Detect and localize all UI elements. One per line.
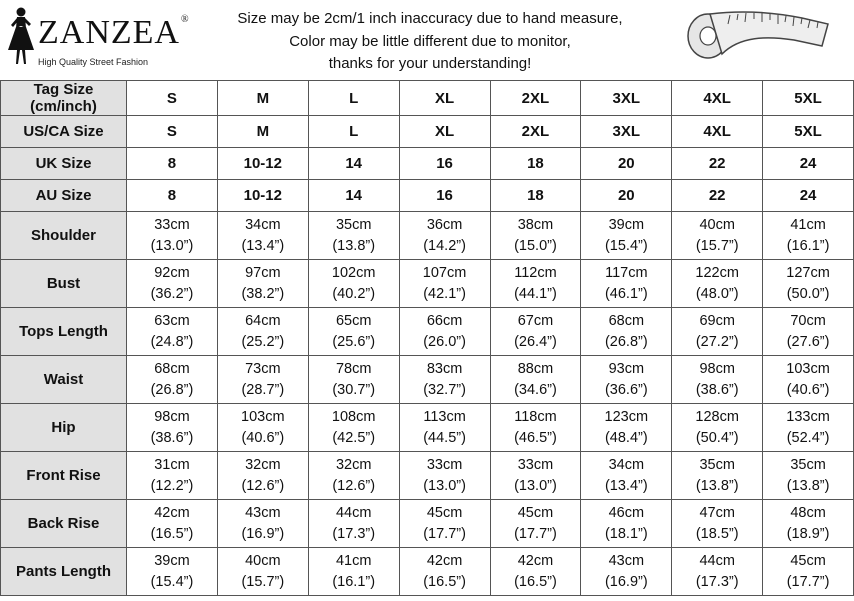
row-label bbox=[1, 148, 127, 180]
inch-value: (44.5”) bbox=[423, 429, 466, 446]
measurement-cell bbox=[399, 404, 490, 452]
row-label: Tops Length bbox=[1, 308, 127, 356]
measurement-cell bbox=[672, 212, 763, 260]
cm-value: 45cm bbox=[426, 504, 463, 521]
measurement-row bbox=[1, 548, 854, 596]
cm-value: 42cm bbox=[154, 504, 190, 521]
inch-value: (42.1”) bbox=[423, 285, 466, 302]
size-cell: 2XL bbox=[490, 116, 581, 148]
inch-value: (13.4”) bbox=[604, 477, 648, 494]
measurement-row bbox=[1, 212, 854, 260]
measurement-cell bbox=[581, 212, 672, 260]
size-cell: 14 bbox=[308, 180, 399, 212]
row-label: Hip bbox=[1, 404, 127, 452]
cm-value: 33cm bbox=[154, 216, 190, 233]
cm-value: 133cm bbox=[786, 408, 830, 425]
inch-value: (25.2”) bbox=[241, 333, 285, 350]
inch-value: (16.5”) bbox=[514, 573, 557, 590]
measurement-cell bbox=[399, 548, 490, 596]
size-cell: 10-12 bbox=[217, 148, 308, 180]
inch-value: (13.4”) bbox=[241, 237, 285, 254]
notice-line: thanks for your understanding! bbox=[328, 55, 532, 72]
cm-value: 123cm bbox=[604, 408, 649, 425]
inch-value: (15.7”) bbox=[695, 237, 739, 254]
row-label bbox=[1, 180, 127, 212]
inch-value: (13.8”) bbox=[332, 237, 376, 254]
measurement-row bbox=[1, 404, 854, 452]
cm-value: 69cm bbox=[699, 312, 735, 329]
row-label: Front Rise bbox=[1, 452, 127, 500]
inch-value: (13.0”) bbox=[514, 477, 557, 494]
inch-value: (48.4”) bbox=[604, 429, 648, 446]
measurement-cell bbox=[308, 356, 399, 404]
measurement-cell bbox=[308, 404, 399, 452]
size-cell: 3XL bbox=[581, 81, 672, 116]
measurement-cell bbox=[217, 356, 308, 404]
size-cell: 8 bbox=[127, 148, 218, 180]
measurement-cell bbox=[217, 212, 308, 260]
measurement-cell bbox=[581, 308, 672, 356]
cm-value: 102cm bbox=[331, 264, 376, 281]
inch-value: (40.6”) bbox=[241, 429, 285, 446]
measurement-cell bbox=[763, 212, 854, 260]
brand-name: ZANZEA® bbox=[38, 14, 190, 51]
size-cell: 18 bbox=[490, 148, 581, 180]
cm-value: 41cm bbox=[335, 552, 372, 569]
row-label: Pants Length bbox=[1, 548, 127, 596]
brand-tagline: High Quality Street Fashion bbox=[38, 57, 149, 67]
inch-value: (18.1”) bbox=[604, 525, 648, 542]
header bbox=[0, 0, 854, 80]
cm-value: 35cm bbox=[699, 456, 735, 473]
measurement-cell bbox=[399, 308, 490, 356]
cm-value: 98cm bbox=[699, 360, 735, 377]
inch-value: (46.1”) bbox=[604, 285, 648, 302]
measurement-cell bbox=[127, 260, 218, 308]
cm-value: 32cm bbox=[245, 456, 281, 473]
notice-line: Color may be little different due to monitor, bbox=[289, 32, 571, 50]
cm-value: 47cm bbox=[699, 504, 735, 521]
row-label: Waist bbox=[1, 356, 127, 404]
size-cell: XL bbox=[399, 81, 490, 116]
size-cell: 18 bbox=[490, 180, 581, 212]
size-cell: 14 bbox=[308, 148, 399, 180]
measurement-cell bbox=[490, 308, 581, 356]
size-row bbox=[1, 116, 854, 148]
size-cell: 2XL bbox=[490, 81, 581, 116]
size-cell: 24 bbox=[763, 148, 854, 180]
size-cell: 4XL bbox=[672, 116, 763, 148]
size-cell: 5XL bbox=[763, 116, 854, 148]
cm-value: 66cm bbox=[426, 312, 463, 329]
cm-value: 35cm bbox=[335, 216, 372, 233]
inch-value: (14.2”) bbox=[423, 237, 466, 254]
measurement-cell bbox=[672, 308, 763, 356]
inch-value: (13.0”) bbox=[150, 237, 194, 254]
inch-value: (48.0”) bbox=[695, 285, 739, 302]
cm-value: 78cm bbox=[335, 360, 372, 377]
cm-value: 63cm bbox=[154, 312, 190, 329]
inch-value: (27.6”) bbox=[786, 333, 830, 350]
measurement-cell bbox=[217, 404, 308, 452]
measurement-cell bbox=[308, 212, 399, 260]
cm-value: 45cm bbox=[790, 552, 826, 569]
inch-value: (17.3”) bbox=[695, 573, 739, 590]
cm-value: 39cm bbox=[608, 216, 645, 233]
measurement-cell bbox=[581, 452, 672, 500]
measurement-cell bbox=[127, 212, 218, 260]
cm-value: 127cm bbox=[786, 264, 830, 281]
inch-value: (38.2”) bbox=[241, 285, 285, 302]
measurement-cell bbox=[308, 308, 399, 356]
inch-value: (15.7”) bbox=[241, 573, 285, 590]
cm-value: 83cm bbox=[426, 360, 463, 377]
cm-value: 70cm bbox=[790, 312, 826, 329]
cm-value: 107cm bbox=[422, 264, 467, 281]
measurement-cell bbox=[763, 356, 854, 404]
cm-value: 42cm bbox=[426, 552, 463, 569]
cm-value: 31cm bbox=[154, 456, 190, 473]
measurement-cell bbox=[763, 500, 854, 548]
measurement-cell bbox=[399, 212, 490, 260]
size-cell: S bbox=[127, 81, 218, 116]
inch-value: (13.8”) bbox=[786, 477, 830, 494]
inch-value: (16.5”) bbox=[150, 525, 194, 542]
inch-value: (46.5”) bbox=[514, 429, 557, 446]
measurement-cell bbox=[763, 548, 854, 596]
measurement-cell bbox=[217, 548, 308, 596]
row-label: Bust bbox=[1, 260, 127, 308]
inch-value: (18.5”) bbox=[695, 525, 739, 542]
cm-value: 43cm bbox=[608, 552, 645, 569]
measurement-cell bbox=[490, 500, 581, 548]
measurement-row bbox=[1, 452, 854, 500]
measurement-cell bbox=[581, 404, 672, 452]
measurement-cell bbox=[217, 260, 308, 308]
inch-value: (28.7”) bbox=[241, 381, 285, 398]
measurement-cell bbox=[399, 260, 490, 308]
inch-value: (18.9”) bbox=[786, 525, 830, 542]
cm-value: 128cm bbox=[695, 408, 739, 425]
brand-logo bbox=[4, 6, 190, 67]
cm-value: 42cm bbox=[517, 552, 554, 569]
cm-value: 67cm bbox=[517, 312, 554, 329]
notice-line: Size may be 2cm/1 inch inaccuracy due to hand measure, bbox=[237, 10, 623, 27]
cm-value: 44cm bbox=[335, 504, 372, 521]
row-label bbox=[1, 81, 127, 116]
measurement-cell bbox=[490, 452, 581, 500]
measuring-tape-icon bbox=[682, 6, 832, 72]
inch-value: (40.6”) bbox=[786, 381, 830, 398]
measurement-cell bbox=[763, 404, 854, 452]
measurement-row bbox=[1, 356, 854, 404]
inch-value: (15.4”) bbox=[604, 237, 648, 254]
measurement-cell bbox=[490, 356, 581, 404]
cm-value: 88cm bbox=[517, 360, 554, 377]
measurement-row bbox=[1, 308, 854, 356]
cm-value: 64cm bbox=[245, 312, 281, 329]
inch-value: (36.6”) bbox=[604, 381, 648, 398]
measurement-cell bbox=[581, 260, 672, 308]
cm-value: 103cm bbox=[786, 360, 830, 377]
cm-value: 41cm bbox=[790, 216, 826, 233]
measurement-cell bbox=[763, 308, 854, 356]
measurement-cell bbox=[672, 500, 763, 548]
inch-value: (17.7”) bbox=[423, 525, 466, 542]
row-label-text: AU Size bbox=[35, 187, 92, 204]
measurement-cell bbox=[581, 548, 672, 596]
cm-value: 33cm bbox=[517, 456, 554, 473]
inch-value: (36.2”) bbox=[150, 285, 194, 302]
measurement-cell bbox=[308, 500, 399, 548]
size-cell: 3XL bbox=[581, 116, 672, 148]
size-cell: 22 bbox=[672, 180, 763, 212]
measurement-cell bbox=[490, 548, 581, 596]
row-label: Back Rise bbox=[1, 500, 127, 548]
cm-value: 34cm bbox=[245, 216, 281, 233]
size-cell: S bbox=[127, 116, 218, 148]
measurement-cell bbox=[127, 548, 218, 596]
inch-value: (40.2”) bbox=[332, 285, 376, 302]
measurement-cell bbox=[127, 452, 218, 500]
inch-value: (26.0”) bbox=[423, 333, 466, 350]
measurement-cell bbox=[399, 500, 490, 548]
size-row bbox=[1, 180, 854, 212]
measurement-cell bbox=[490, 260, 581, 308]
measurement-cell bbox=[672, 404, 763, 452]
row-label-text: US/CA Size bbox=[23, 123, 104, 140]
cm-value: 117cm bbox=[605, 264, 648, 281]
cm-value: 33cm bbox=[426, 456, 463, 473]
inch-value: (38.6”) bbox=[695, 381, 739, 398]
cm-value: 92cm bbox=[154, 264, 190, 281]
inch-value: (25.6”) bbox=[332, 333, 376, 350]
notice-text bbox=[200, 8, 660, 76]
measurement-cell bbox=[672, 452, 763, 500]
measurement-cell bbox=[581, 500, 672, 548]
row-label-text: Tag Size bbox=[33, 81, 94, 98]
measurement-cell bbox=[672, 548, 763, 596]
size-cell: 16 bbox=[399, 180, 490, 212]
inch-value: (52.4”) bbox=[786, 429, 830, 446]
inch-value: (50.0”) bbox=[786, 285, 830, 302]
cm-value: 38cm bbox=[517, 216, 554, 233]
measurement-cell bbox=[399, 356, 490, 404]
size-cell: L bbox=[308, 116, 399, 148]
row-label-subtext: (cm/inch) bbox=[30, 98, 97, 115]
cm-value: 68cm bbox=[608, 312, 645, 329]
inch-value: (16.1”) bbox=[332, 573, 376, 590]
cm-value: 68cm bbox=[154, 360, 190, 377]
inch-value: (26.4”) bbox=[514, 333, 557, 350]
cm-value: 48cm bbox=[790, 504, 826, 521]
cm-value: 112cm bbox=[514, 264, 557, 281]
measurement-cell bbox=[581, 356, 672, 404]
cm-value: 35cm bbox=[790, 456, 826, 473]
inch-value: (44.1”) bbox=[514, 285, 557, 302]
measurement-cell bbox=[672, 356, 763, 404]
inch-value: (38.6”) bbox=[150, 429, 194, 446]
measurement-row bbox=[1, 260, 854, 308]
inch-value: (27.2”) bbox=[695, 333, 739, 350]
inch-value: (50.4”) bbox=[695, 429, 739, 446]
cm-value: 34cm bbox=[608, 456, 645, 473]
size-row bbox=[1, 148, 854, 180]
size-chart-body bbox=[1, 81, 854, 596]
size-chart-table bbox=[0, 80, 854, 596]
size-cell: 20 bbox=[581, 180, 672, 212]
inch-value: (12.2”) bbox=[150, 477, 194, 494]
cm-value: 36cm bbox=[426, 216, 463, 233]
inch-value: (16.9”) bbox=[241, 525, 285, 542]
measurement-cell bbox=[308, 260, 399, 308]
measurement-cell bbox=[217, 308, 308, 356]
inch-value: (15.0”) bbox=[514, 237, 557, 254]
cm-value: 108cm bbox=[331, 408, 376, 425]
measurement-cell bbox=[490, 404, 581, 452]
measurement-cell bbox=[217, 500, 308, 548]
inch-value: (16.9”) bbox=[604, 573, 648, 590]
size-cell: 8 bbox=[127, 180, 218, 212]
cm-value: 93cm bbox=[608, 360, 645, 377]
inch-value: (16.1”) bbox=[786, 237, 830, 254]
measurement-cell bbox=[763, 452, 854, 500]
cm-value: 73cm bbox=[245, 360, 281, 377]
inch-value: (26.8”) bbox=[604, 333, 648, 350]
inch-value: (12.6”) bbox=[332, 477, 376, 494]
inch-value: (42.5”) bbox=[332, 429, 376, 446]
size-cell: M bbox=[217, 81, 308, 116]
measurement-cell bbox=[399, 452, 490, 500]
measurement-row bbox=[1, 500, 854, 548]
inch-value: (24.8”) bbox=[150, 333, 194, 350]
size-cell: L bbox=[308, 81, 399, 116]
measurement-cell bbox=[127, 500, 218, 548]
cm-value: 43cm bbox=[245, 504, 281, 521]
row-label-text: UK Size bbox=[35, 155, 92, 172]
measurement-cell bbox=[217, 452, 308, 500]
inch-value: (13.0”) bbox=[423, 477, 466, 494]
cm-value: 103cm bbox=[241, 408, 285, 425]
inch-value: (15.4”) bbox=[150, 573, 194, 590]
inch-value: (17.7”) bbox=[514, 525, 557, 542]
cm-value: 122cm bbox=[695, 264, 739, 281]
cm-value: 44cm bbox=[699, 552, 735, 569]
cm-value: 98cm bbox=[154, 408, 190, 425]
cm-value: 32cm bbox=[335, 456, 372, 473]
inch-value: (12.6”) bbox=[241, 477, 285, 494]
measurement-cell bbox=[127, 356, 218, 404]
measurement-cell bbox=[308, 548, 399, 596]
cm-value: 113cm bbox=[423, 408, 466, 425]
cm-value: 97cm bbox=[245, 264, 281, 281]
size-cell: 20 bbox=[581, 148, 672, 180]
size-cell: 10-12 bbox=[217, 180, 308, 212]
inch-value: (32.7”) bbox=[423, 381, 466, 398]
size-cell: 4XL bbox=[672, 81, 763, 116]
size-cell: M bbox=[217, 116, 308, 148]
inch-value: (13.8”) bbox=[695, 477, 739, 494]
row-label bbox=[1, 116, 127, 148]
inch-value: (17.7”) bbox=[786, 573, 830, 590]
measurement-cell bbox=[127, 404, 218, 452]
inch-value: (26.8”) bbox=[150, 381, 194, 398]
measurement-cell bbox=[763, 260, 854, 308]
cm-value: 40cm bbox=[699, 216, 735, 233]
cm-value: 46cm bbox=[608, 504, 645, 521]
cm-value: 39cm bbox=[154, 552, 190, 569]
row-label: Shoulder bbox=[1, 212, 127, 260]
cm-value: 40cm bbox=[245, 552, 281, 569]
size-cell: 24 bbox=[763, 180, 854, 212]
inch-value: (30.7”) bbox=[332, 381, 376, 398]
size-cell: 16 bbox=[399, 148, 490, 180]
woman-silhouette-icon bbox=[4, 6, 38, 66]
size-cell: XL bbox=[399, 116, 490, 148]
inch-value: (16.5”) bbox=[423, 573, 466, 590]
measurement-cell bbox=[308, 452, 399, 500]
inch-value: (17.3”) bbox=[332, 525, 376, 542]
cm-value: 65cm bbox=[335, 312, 372, 329]
size-cell: 22 bbox=[672, 148, 763, 180]
measurement-cell bbox=[672, 260, 763, 308]
size-row bbox=[1, 81, 854, 116]
measurement-cell bbox=[490, 212, 581, 260]
cm-value: 45cm bbox=[517, 504, 554, 521]
cm-value: 118cm bbox=[514, 408, 557, 425]
measurement-cell bbox=[127, 308, 218, 356]
size-cell: 5XL bbox=[763, 81, 854, 116]
inch-value: (34.6”) bbox=[514, 381, 557, 398]
